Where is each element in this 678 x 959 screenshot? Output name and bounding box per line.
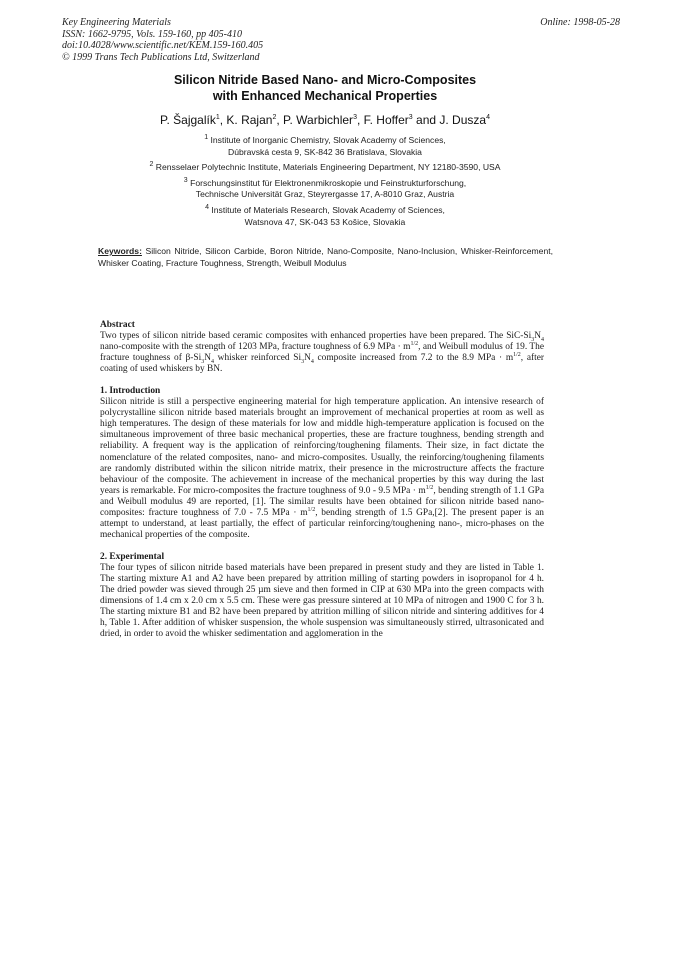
affiliation-item xyxy=(90,162,560,174)
abstract-text xyxy=(100,331,544,375)
author-list: P. Šajgalík$^1$, K. Rajan$^2$, P. Warbichler$^3$, F. Hoffer$^3$ and J. Dusza$^4$ xyxy=(160,113,490,127)
affiliation-line: Institute of Inorganic Chemistry, Slovak Academy of Sciences, xyxy=(210,135,446,145)
author-name: F. Hoffer xyxy=(363,113,409,127)
journal-copyright: © 1999 Trans Tech Publications Ltd, Switzerland xyxy=(62,51,260,63)
text-run: N xyxy=(204,353,211,364)
author-name: K. Rajan xyxy=(226,113,273,127)
author-affiliation-mark: 3 xyxy=(353,114,357,121)
subscript: 4 xyxy=(541,336,544,343)
affiliation-item xyxy=(90,205,560,228)
affiliation-mark: 4 xyxy=(205,204,209,212)
author-name: P. Šajgalík xyxy=(160,113,216,127)
affiliation-line: Rensselaer Polytechnic Institute, Materials Engineering Department, NY 12180-3590, USA xyxy=(155,162,501,173)
paper-body xyxy=(100,320,544,651)
keywords-text: Silicon Nitride, Silicon Carbide, Boron Nitride, Nano-Composite, Nano-Inclusion, Whisker-Reinforcement, Whisker Coating, Fracture Toughness, Strength, Weibull Modulus xyxy=(98,246,554,268)
subscript: 3 xyxy=(201,359,205,366)
title-line-1: Silicon Nitride Based Nano- and Micro-Composites xyxy=(173,73,477,87)
author-affiliation-mark: 2 xyxy=(272,114,277,121)
author-name: J. Dusza xyxy=(439,113,487,127)
text-run: N xyxy=(534,331,541,342)
online-date: Online: 1998-05-28 xyxy=(540,17,620,28)
experimental-section xyxy=(100,552,544,640)
text-run: , bending strength of 1.5 GPa,[2]. The present paper is an attempt to understand, at least partially, the effect of particular reinforcing/toughening nano-, micro-phases on the mechanical properties of the composite. xyxy=(100,507,544,540)
text-run: Silicon nitride is still a perspective engineering material for high temperature application. An intensive research of polycrystalline silicon nitride based materials brought an improvement of mechanical properties at room as well as high temperatures. The design of these materials for low and middle high-temperature application is focused on the simultaneous improvement of three basic mechanical properties, these are fracture toughness, bending strength and reliability. A frequent way is the application of reinforcing/toughening filaments. Their size, in fact dictate the nomenclature of the related composites, nano- and micro-composites. Usually, the reinforcing/toughening filaments are randomly distributed within the silicon nitride matrix, their presence in the microstructure affects the fracture behaviour of the composite. The achievement in increase of the mechanical properties by this way during the last years is remarkable. For micro-composites the fracture toughness of 9.0 - 9.5 MPa · m xyxy=(100,397,544,496)
author-affiliation-mark: 4 xyxy=(486,114,490,121)
affiliation-mark: 3 xyxy=(183,176,188,184)
journal-doi: doi:10.4028/www.scientific.net/KEM.159-160.405 xyxy=(62,40,264,51)
journal-name: Key Engineering Materials xyxy=(62,17,171,28)
abstract-section xyxy=(100,320,544,375)
affiliation-line: Technische Universität Graz, Steyrergasse 17, A-8010 Graz, Austria xyxy=(195,189,455,200)
experimental-text: The four types of silicon nitride based materials have been prepared in present study and they are listed in Table 1. The starting mixture A1 and A2 have been prepared by attrition milling of starting powders in isopropanol for 4 h. The dried powder was sieved through 25 µm sieve and then formed in CIP at 630 MPa into the green compacts with dimensions of 1.4 cm x 2.0 cm x 5.5 cm. These were gas pressure sintered at 10 MPa of nitrogen and 1900 C for 3 h. The starting mixture B1 and B2 have been prepared by attrition milling of silicon nitride and sintering additives for 4 h, Table 1. After addition of whisker suspension, the whole suspension was simultaneously stirred, ultrasonicated and dried, in order to avoid the whisker sedimentation and agglomeration in the xyxy=(100,562,544,640)
affiliation-mark: 1 xyxy=(204,134,209,142)
journal-issn: ISSN: 1662-9795, Vols. 159-160, pp 405-410 xyxy=(62,28,242,40)
experimental-heading: 2. Experimental xyxy=(100,551,165,562)
author-name: P. Warbichler xyxy=(283,113,354,127)
affiliation-line: Forschungsinstitut für Elektronenmikroskopie und Feinstrukturforschung, xyxy=(190,177,467,188)
subscript: 4 xyxy=(310,359,314,366)
affiliation-line: Dúbravská cesta 9, SK-842 36 Bratislava, Slovakia xyxy=(228,146,422,157)
subscript: 3 xyxy=(301,359,305,366)
text-run: N xyxy=(304,353,311,364)
keywords xyxy=(98,246,553,269)
journal-header xyxy=(62,17,392,63)
author-affiliation-mark: 1 xyxy=(215,114,220,121)
introduction-heading: 1. Introduction xyxy=(100,386,161,397)
abstract-heading: Abstract xyxy=(100,320,135,330)
affiliation-list xyxy=(90,135,560,232)
subscript: 4 xyxy=(211,359,214,366)
author-affiliation-mark: 3 xyxy=(408,114,413,121)
text-run: Two types of silicon nitride based ceramic composites with enhanced properties have been prepared. The SiC-Si xyxy=(100,331,532,342)
affiliation-line: Institute of Materials Research, Slovak Academy of Sciences, xyxy=(211,204,445,215)
superscript: 1/2 xyxy=(410,340,419,347)
text-run: nano-composite with the strength of 1203 MPa, fracture toughness of 6.9 MPa · m xyxy=(100,342,411,353)
affiliation-mark: 2 xyxy=(149,161,154,169)
text-run: , after coating of used whiskers by BN. xyxy=(100,353,544,375)
affiliation-item xyxy=(90,135,560,158)
text-run: , and Weibull modulus of 19. The fracture toughness of β-Si xyxy=(100,342,544,364)
keywords-label: Keywords: xyxy=(98,246,142,256)
superscript: 1/2 xyxy=(425,484,434,491)
text-run: whisker reinforced Si xyxy=(214,353,302,364)
affiliation-line: Watsnova 47, SK-043 53 Košice, Slovakia xyxy=(244,216,406,227)
paper-title xyxy=(100,72,550,104)
title-line-2: with Enhanced Mechanical Properties xyxy=(212,89,438,103)
introduction-text xyxy=(100,397,544,541)
text-run: , bending strength of 1.1 GPa and Weibull modulus 49 are reported, [1]. The similar results have been obtained for silicon nitride based nano-composites: fracture toughness of 7.0 - 7.5 MPa · m xyxy=(100,485,544,518)
text-run: composite increased from 7.2 to the 8.9 MPa · m xyxy=(313,353,514,364)
affiliation-item xyxy=(90,178,560,201)
superscript: 1/2 xyxy=(513,352,521,359)
subscript: 3 xyxy=(531,336,535,343)
superscript: 1/2 xyxy=(307,506,316,513)
introduction-section xyxy=(100,386,544,541)
